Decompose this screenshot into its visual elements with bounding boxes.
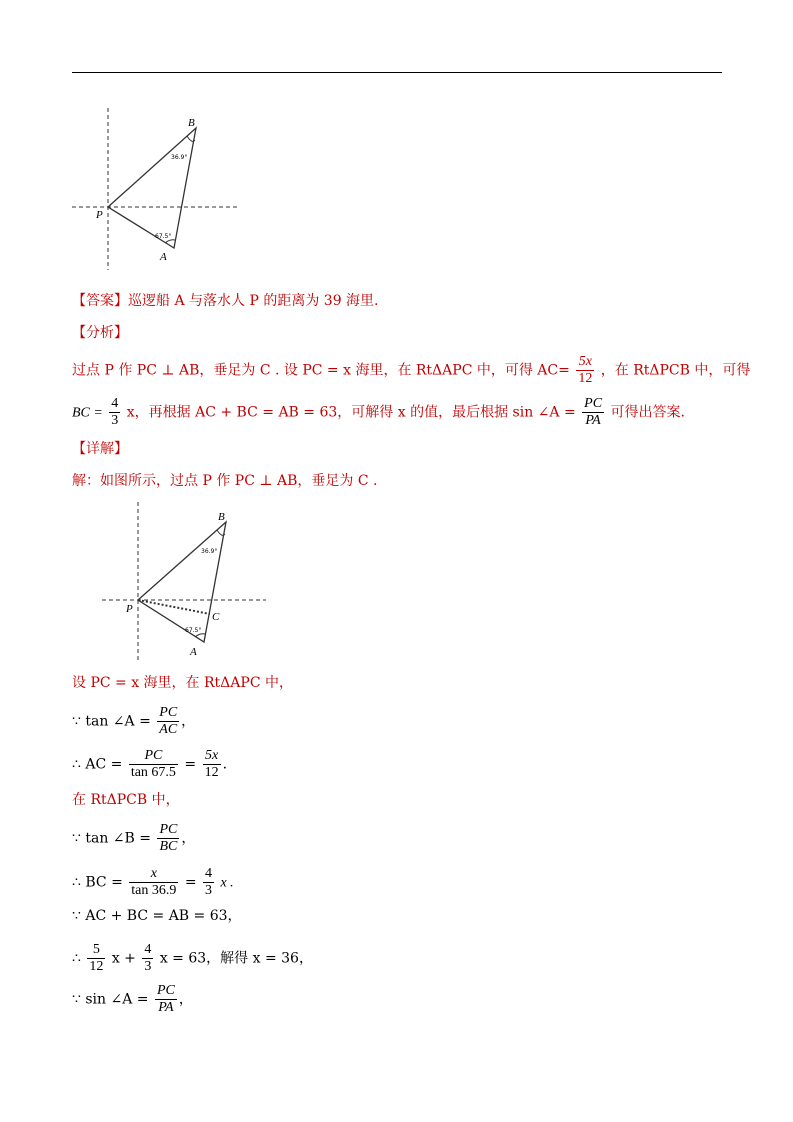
label-b: B <box>188 117 195 129</box>
fraction-pc-tan675 <box>129 748 178 781</box>
label-p: P <box>96 209 103 221</box>
detail-step-6 <box>72 822 195 855</box>
frac-den: tan 36.9 <box>131 883 177 898</box>
frac-num: 4 <box>205 866 213 881</box>
answer-line <box>72 291 379 311</box>
analysis-text-1b: ，在 RtΔPCB 中，可得 <box>600 362 751 379</box>
triangle-pab <box>138 522 226 642</box>
fraction-pc-bc <box>157 822 179 855</box>
fraction-5x-12 <box>203 748 221 781</box>
step-text: ∵ tan ∠B = <box>72 830 151 847</box>
frac-den: AC <box>159 722 178 737</box>
fraction-x-tan369 <box>129 866 178 899</box>
fraction-4-3 <box>203 866 214 899</box>
step-text: x . <box>220 875 234 891</box>
step-text: = <box>184 874 197 891</box>
frac-den: 12 <box>204 765 219 780</box>
frac-num: x <box>129 866 178 883</box>
frac-den: 3 <box>111 413 119 428</box>
detail-step-9 <box>72 942 313 975</box>
angle-b-label: 36.9° <box>171 154 188 161</box>
triangle-pab <box>108 128 196 248</box>
step-text: ∴ BC = <box>72 874 123 891</box>
frac-num: 5x <box>203 748 221 765</box>
label-a: A <box>190 646 197 658</box>
step-text: . <box>222 756 228 773</box>
step-text: ， <box>178 991 193 1008</box>
frac-den: 3 <box>144 959 152 974</box>
frac-num: PC <box>156 983 175 998</box>
fraction-4-3 <box>109 396 120 429</box>
label-a: A <box>160 251 167 263</box>
frac-den: BC <box>159 839 178 854</box>
frac-den: 12 <box>89 959 104 974</box>
answer-tag: 【答案】 <box>72 293 128 309</box>
frac-den: PA <box>158 1000 174 1015</box>
detail-step-7 <box>72 866 234 899</box>
detail-step-2: 设 PC = x 海里，在 RtΔAPC 中， <box>72 675 293 691</box>
detail-step-5: 在 RtΔPCB 中， <box>72 792 180 808</box>
label-p: P <box>126 603 133 615</box>
fraction-4-3 <box>142 942 153 975</box>
detail-step-1: 解：如图所示，过点 P 作 PC ⊥ AB，垂足为 C . <box>72 473 378 489</box>
frac-den: tan 67.5 <box>130 765 176 780</box>
analysis-line-2 <box>72 396 685 429</box>
analysis-text-2a: BC = <box>72 405 103 421</box>
step-text: x = 63，解得 x = 36， <box>159 950 313 967</box>
fraction-5-12 <box>87 942 105 975</box>
step-text: ， <box>181 713 196 730</box>
step-text: ∴ AC = <box>72 756 123 773</box>
detail-step-8: ∵ AC + BC = AB = 63， <box>72 908 242 924</box>
analysis-line-1 <box>72 354 750 387</box>
angle-a-label: 67.5° <box>185 627 202 634</box>
analysis-tag: 【分析】 <box>72 325 128 341</box>
step-text: ∵ tan ∠A = <box>72 713 151 730</box>
answer-text: 巡逻船 A 与落水人 P 的距离为 39 海里. <box>128 293 379 309</box>
step-text: ∵ sin ∠A = <box>72 991 149 1008</box>
frac-num: 4 <box>144 942 152 957</box>
detail-step-3 <box>72 705 195 738</box>
analysis-text-1a: 过点 P 作 PC ⊥ AB，垂足为 C . 设 PC = x 海里，在 RtΔAPC 中，可得 AC= <box>72 362 570 379</box>
step-text: = <box>184 756 197 773</box>
fraction-5x-12 <box>576 354 594 387</box>
angle-b-label: 36.9° <box>201 548 218 555</box>
analysis-text-2b: x，再根据 AC + BC = AB = 63，可解得 x 的值，最后根据 sin ∠A = <box>126 404 576 421</box>
detail-step-10 <box>72 983 193 1016</box>
angle-a-arc <box>165 240 175 243</box>
frac-num: 4 <box>111 396 119 411</box>
detail-step-4 <box>72 748 227 781</box>
step-text: ∴ <box>72 950 81 967</box>
label-c: C <box>212 611 220 623</box>
frac-num: PC <box>129 748 178 765</box>
header-rule <box>72 72 722 73</box>
frac-num: 5 <box>87 942 105 959</box>
angle-a-label: 67.5° <box>155 233 172 240</box>
frac-num: 5x <box>576 354 594 371</box>
step-text: x + <box>111 950 136 967</box>
fraction-pc-pa <box>582 396 604 429</box>
frac-den: 3 <box>205 883 213 898</box>
label-b: B <box>218 511 225 523</box>
step-text: ， <box>181 830 196 847</box>
fraction-pc-ac <box>157 705 179 738</box>
figure-triangle-2 <box>98 500 273 662</box>
fraction-pc-pa <box>155 983 177 1016</box>
frac-den: 12 <box>578 371 593 386</box>
analysis-text-2c: 可得出答案. <box>610 404 685 421</box>
frac-num: PC <box>159 705 178 720</box>
detail-tag: 【详解】 <box>72 441 128 457</box>
frac-num: PC <box>159 822 178 837</box>
frac-num: PC <box>584 396 603 411</box>
frac-den: PA <box>585 413 601 428</box>
figure-triangle-1 <box>70 100 250 275</box>
